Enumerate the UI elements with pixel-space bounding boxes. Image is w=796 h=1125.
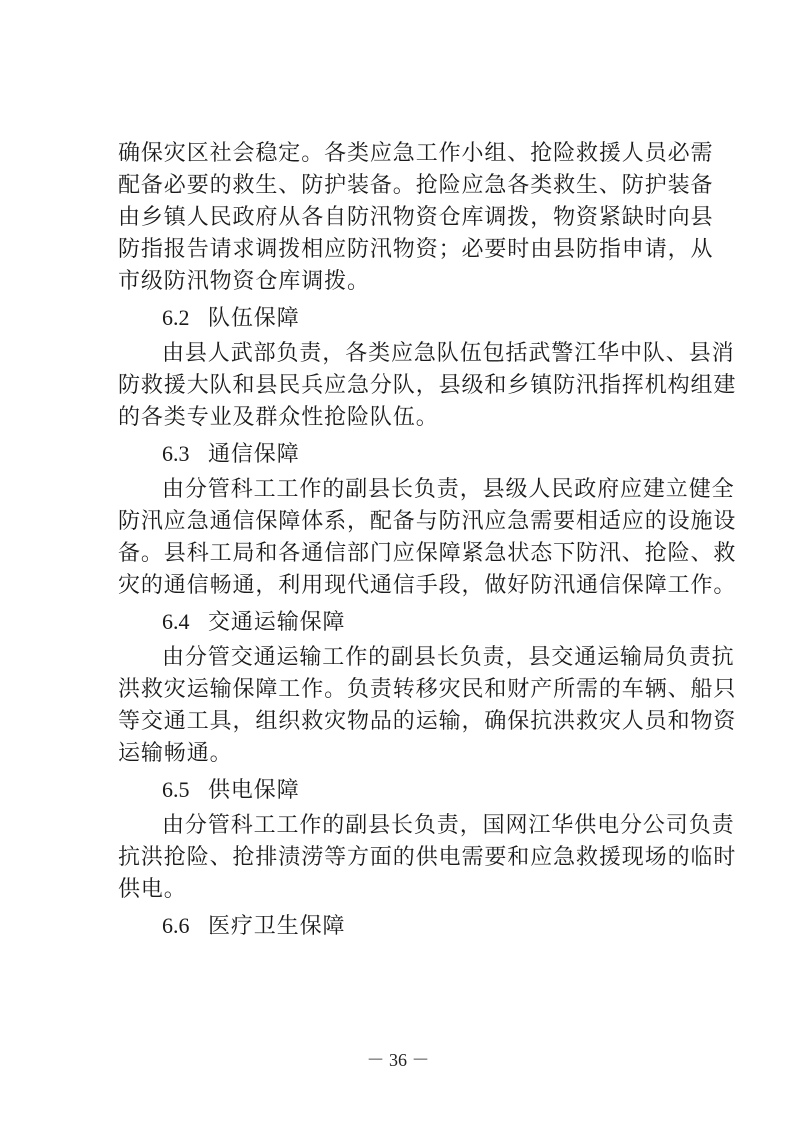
text-line: 由乡镇人民政府从各自防汛物资仓库调拨，物资紧缺时向县 bbox=[118, 205, 714, 230]
text-line: 的各类专业及群众性抢险队伍。 bbox=[118, 405, 439, 430]
section-heading bbox=[118, 606, 680, 638]
section-title: 交通运输保障 bbox=[208, 610, 346, 635]
section-6-2 bbox=[118, 302, 737, 434]
section-title: 医疗卫生保障 bbox=[208, 914, 346, 939]
section-title: 队伍保障 bbox=[208, 306, 300, 331]
text-line: 供电。 bbox=[118, 877, 187, 902]
section-number: 6.4 bbox=[162, 609, 190, 634]
text-line: 备。县科工局和各通信部门应保障紧急状态下防汛、抢险、救 bbox=[118, 541, 737, 566]
text-line: 抗洪抢险、抢排渍涝等方面的供电需要和应急救援现场的临时 bbox=[118, 845, 737, 870]
text-line: 由县人武部负责，各类应急队伍包括武警江华中队、县消 bbox=[162, 341, 735, 366]
text-line: 配备必要的救生、防护装备。抢险应急各类救生、防护装备 bbox=[118, 173, 714, 198]
text-line: 防汛应急通信保障体系，配备与防汛应急需要相适应的设施设 bbox=[118, 509, 737, 534]
text-line: 防指报告请求调拨相应防汛物资；必要时由县防指申请，从 bbox=[118, 237, 714, 262]
text-line: 洪救灾运输保障工作。负责转移灾民和财产所需的车辆、船只 bbox=[118, 677, 737, 702]
paragraph-continuation bbox=[118, 138, 714, 298]
section-heading bbox=[118, 438, 680, 470]
page-number: － 36 － bbox=[366, 1050, 430, 1070]
section-6-5 bbox=[118, 774, 737, 906]
section-number: 6.5 bbox=[162, 777, 190, 802]
text-line: 运输畅通。 bbox=[118, 741, 233, 766]
section-number: 6.2 bbox=[162, 305, 190, 330]
section-heading bbox=[118, 910, 680, 942]
section-title: 供电保障 bbox=[208, 778, 300, 803]
page-body bbox=[118, 138, 737, 942]
section-heading bbox=[118, 774, 680, 806]
section-6-3 bbox=[118, 438, 737, 602]
text-line: 由分管交通运输工作的副县长负责，县交通运输局负责抗 bbox=[162, 645, 735, 670]
text-line: 由分管科工工作的副县长负责，县级人民政府应建立健全 bbox=[162, 477, 735, 502]
section-6-6 bbox=[118, 910, 680, 942]
text-line: 等交通工具，组织救灾物品的运输，确保抗洪救灾人员和物资 bbox=[118, 709, 737, 734]
section-title: 通信保障 bbox=[208, 442, 300, 467]
section-heading bbox=[118, 302, 680, 334]
text-line: 确保灾区社会稳定。各类应急工作小组、抢险救援人员必需 bbox=[118, 141, 714, 166]
section-6-4 bbox=[118, 606, 737, 770]
text-line: 市级防汛物资仓库调拨。 bbox=[118, 269, 370, 294]
text-line: 灾的通信畅通，利用现代通信手段，做好防汛通信保障工作。 bbox=[118, 573, 737, 598]
text-line: 由分管科工工作的副县长负责，国网江华供电分公司负责 bbox=[162, 813, 735, 838]
section-number: 6.3 bbox=[162, 441, 190, 466]
text-line: 防救援大队和县民兵应急分队，县级和乡镇防汛指挥机构组建 bbox=[118, 373, 737, 398]
section-number: 6.6 bbox=[162, 913, 190, 938]
